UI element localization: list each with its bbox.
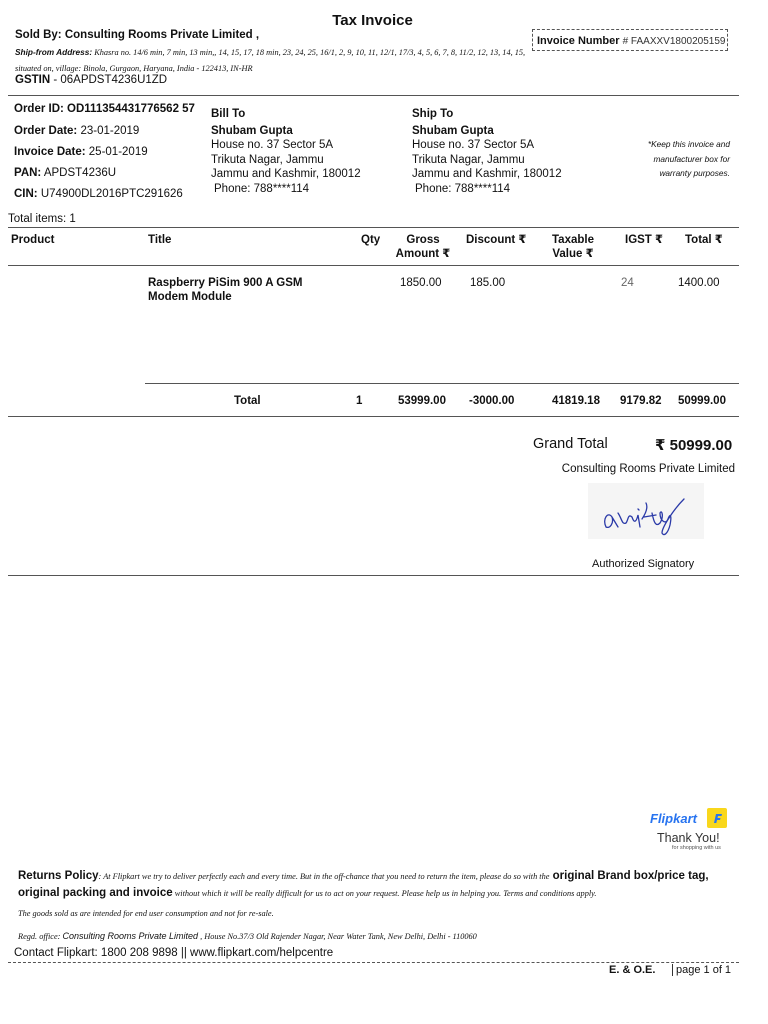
- gstin-value: - 06APDST4236U1ZD: [50, 74, 168, 86]
- cin-value: U74900DL2016PTC291626: [40, 188, 183, 200]
- order-date-value: 23-01-2019: [80, 125, 140, 137]
- pan-value: APDST4236U: [43, 167, 117, 179]
- table-top-divider: [8, 227, 739, 228]
- col-header-product: Product: [11, 234, 55, 246]
- col-header-gross: [395, 233, 451, 261]
- col-header-total: Total ₹: [685, 234, 723, 246]
- bill-to-line2: Trikuta Nagar, Jammu: [211, 153, 324, 166]
- invoice-date-label: Invoice Date:: [14, 146, 86, 158]
- warranty-note-line2: manufacturer box for: [653, 153, 730, 164]
- invoice-number-value: # FAAXXV1800205159: [622, 36, 726, 47]
- order-date: [14, 125, 139, 137]
- regd-label: Regd. office:: [18, 932, 63, 941]
- gstin-label: GSTIN: [15, 74, 51, 86]
- returns-policy-bold: original Brand box/price tag, original packing and invoice: [18, 870, 709, 899]
- totals-discount: -3000.00: [469, 395, 515, 407]
- invoice-number-label: Invoice Number: [537, 35, 620, 47]
- col-header-gross-line1: Gross: [406, 234, 440, 246]
- returns-policy: [18, 868, 738, 902]
- col-header-igst: IGST ₹: [625, 234, 664, 246]
- gstin: [15, 74, 167, 86]
- flipkart-bag-icon: [707, 808, 727, 828]
- warranty-note-line1: *Keep this invoice and: [647, 139, 730, 149]
- bill-to-line1: House no. 37 Sector 5A: [211, 139, 334, 151]
- totals-taxable: 41819.18: [552, 395, 600, 407]
- col-header-discount: Discount ₹: [466, 234, 527, 246]
- pan: [14, 167, 116, 179]
- totals-bottom-divider: [8, 416, 739, 417]
- sold-by-label: Sold By:: [15, 29, 62, 41]
- grand-total-value: ₹ 50999.00: [655, 437, 733, 454]
- col-header-gross-line2: Amount ₹: [395, 248, 451, 260]
- col-header-taxable-line1: Taxable: [552, 234, 594, 246]
- ship-to-line2: Trikuta Nagar, Jammu: [412, 153, 525, 166]
- signature-scribble: [588, 483, 704, 539]
- thank-you-tagline: for shopping with us: [672, 845, 721, 851]
- bill-to-block: [211, 107, 361, 196]
- order-id-value: OD111354431776562 57: [67, 103, 195, 115]
- returns-policy-label: Returns Policy: [18, 870, 99, 882]
- signature-divider: [8, 575, 739, 576]
- ship-from-label: Ship-from Address:: [15, 47, 93, 57]
- col-header-taxable: [545, 233, 601, 261]
- signature-image: [588, 483, 704, 539]
- ship-to-phone: Phone: 788****114: [415, 182, 511, 195]
- bill-to-name: Shubam Gupta: [211, 124, 293, 137]
- regd-company: Consulting Rooms Private Limited: [62, 931, 199, 941]
- item-title-line1: Raspberry PiSim 900 A GSM: [148, 277, 303, 289]
- ship-to-block: [412, 107, 562, 196]
- eoe-note: E. & O.E.: [609, 964, 656, 976]
- item-igst: 24: [621, 277, 634, 289]
- warranty-note-line3: warranty purposes.: [659, 168, 730, 178]
- page-number: page 1 of 1: [672, 964, 731, 976]
- bill-to-line3: Jammu and Kashmir, 180012: [211, 168, 361, 180]
- grand-total-label: Grand Total: [533, 436, 608, 452]
- flipkart-wordmark: Flipkart: [650, 811, 697, 826]
- cin: [14, 188, 183, 200]
- resale-note: The goods sold as are intended for end user consumption and not for re-sale.: [18, 909, 274, 918]
- ship-from-address: [15, 44, 527, 77]
- pan-label: PAN:: [14, 167, 42, 179]
- item-title: [148, 276, 302, 304]
- invoice-number-box: [532, 29, 728, 51]
- ship-to-line1: House no. 37 Sector 5A: [412, 139, 535, 151]
- ship-to-label: Ship To: [412, 108, 454, 120]
- ship-to-name: Shubam Gupta: [412, 124, 494, 137]
- invoice-date: [14, 146, 148, 158]
- totals-total: 50999.00: [678, 395, 726, 407]
- cin-label: CIN:: [14, 188, 38, 200]
- totals-top-divider: [145, 383, 739, 384]
- thank-you-text: Thank You!: [657, 831, 720, 845]
- order-id: [14, 103, 195, 115]
- total-items: Total items: 1: [8, 213, 76, 225]
- ship-from-value: Khasra no. 14/6 min, 7 min, 13 min,, 14, 15, 17, 18 min, 23, 24, 25, 16/1, 2, 9, 10, 11, 12/1, 17/3, 4, 5, 6, 7, 8, 11/2, 12, 13, 14, 15, situated on, village: Binola, Gurgaon, Haryana, India - 122413, IN-HR: [15, 48, 526, 73]
- document-title: Tax Invoice: [332, 12, 413, 29]
- order-id-label: Order ID:: [14, 103, 64, 115]
- col-header-taxable-line2: Value ₹: [552, 248, 594, 260]
- returns-policy-text-2: without which it will be really difficult for us to act on your request. Please help us in helping you. Terms and conditions apply.: [172, 889, 597, 898]
- regd-address: , House No.37/3 Old Rajender Nagar, Near Water Tank, New Delhi, Delhi - 110060: [198, 932, 477, 941]
- ship-to-line3: Jammu and Kashmir, 180012: [412, 168, 562, 180]
- footer-divider: [8, 962, 739, 963]
- seller-company: Consulting Rooms Private Limited: [561, 463, 735, 475]
- totals-igst: 9179.82: [620, 395, 662, 407]
- table-header-divider: [8, 265, 739, 266]
- authorized-signatory: Authorized Signatory: [592, 558, 695, 570]
- sold-by: [15, 29, 259, 41]
- col-header-title: Title: [148, 234, 172, 246]
- warranty-note: [600, 137, 730, 181]
- bill-to-phone: Phone: 788****114: [214, 182, 310, 195]
- registered-office: [18, 931, 477, 941]
- header-divider: [8, 95, 739, 96]
- bill-to-label: Bill To: [211, 108, 246, 120]
- contact-info: Contact Flipkart: 1800 208 9898 || www.flipkart.com/helpcentre: [14, 947, 334, 959]
- flipkart-f-icon: [707, 808, 727, 828]
- sold-by-value: Consulting Rooms Private Limited ,: [64, 29, 260, 41]
- item-title-line2: Modem Module: [148, 291, 232, 303]
- totals-label: Total: [234, 395, 261, 407]
- totals-qty: 1: [356, 395, 363, 407]
- item-total: 1400.00: [678, 277, 720, 289]
- item-discount: 185.00: [470, 277, 506, 289]
- col-header-qty: Qty: [361, 234, 381, 246]
- item-gross: 1850.00: [400, 277, 442, 289]
- totals-gross: 53999.00: [398, 395, 446, 407]
- invoice-date-value: 25-01-2019: [88, 146, 148, 158]
- order-date-label: Order Date:: [14, 125, 78, 137]
- returns-policy-text-1: : At Flipkart we try to deliver perfectly each and every time. But in the off-chance that you need to return the item, please do so with the: [98, 872, 550, 881]
- flipkart-logo: [650, 808, 734, 854]
